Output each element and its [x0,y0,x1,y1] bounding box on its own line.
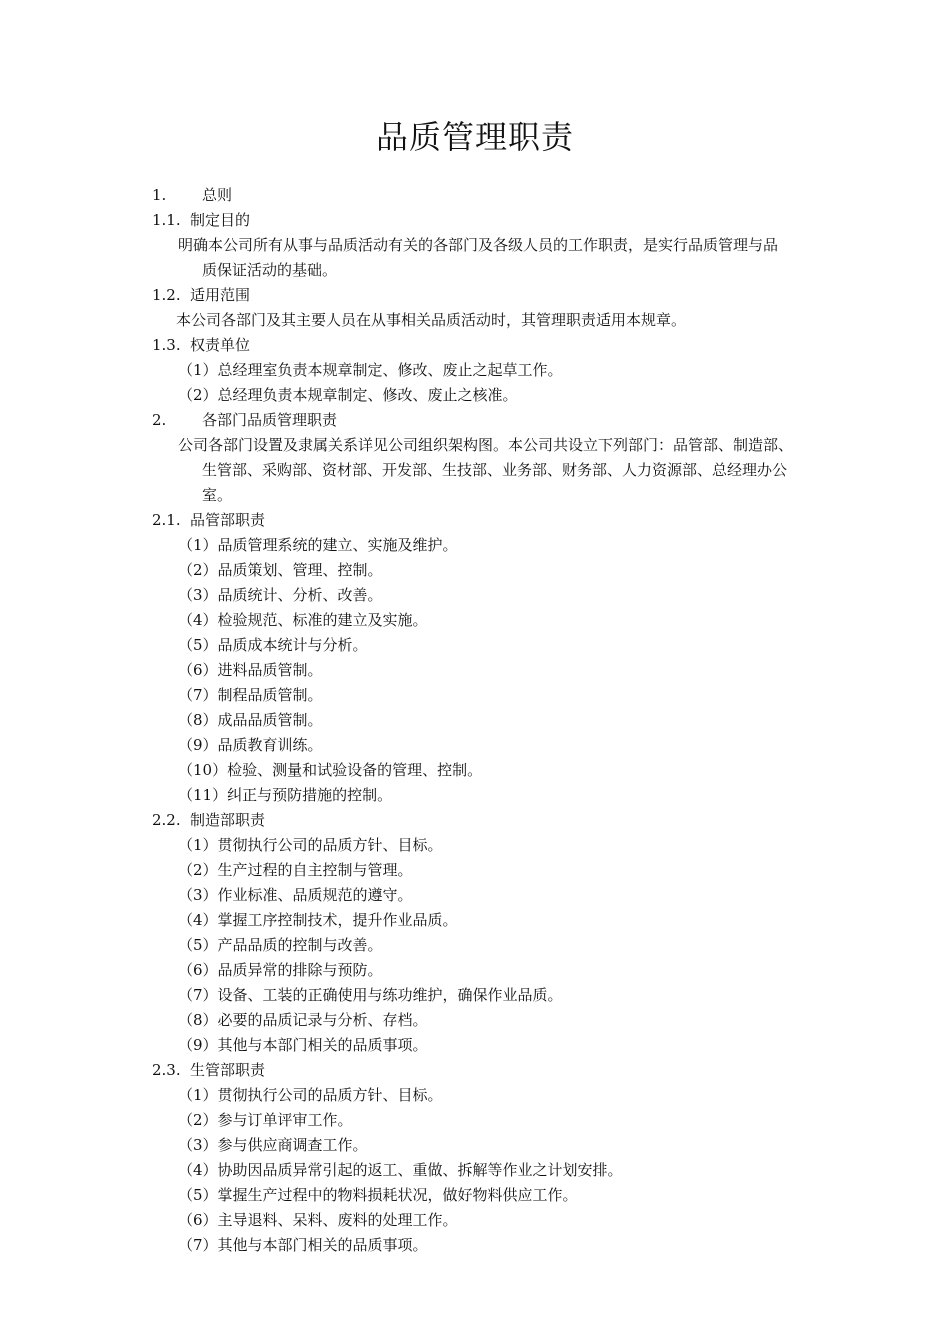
section-title: 制造部职责 [190,811,266,829]
list-item: （9）品质教育训练。 [178,736,323,754]
paragraph-line: 室。 [202,486,233,504]
section-title: 权责单位 [190,336,251,354]
paragraph-line: 本公司各部门及其主要人员在从事相关品质活动时，其管理职责适用本规章。 [176,311,687,329]
list-item: （4）协助因品质异常引起的返工、重做、拆解等作业之计划安排。 [178,1161,623,1179]
list-item: （7）其他与本部门相关的品质事项。 [178,1236,428,1254]
section-2-3-heading [152,1058,265,1083]
section-1-3-heading [152,333,250,358]
section-number: 2.1. [152,511,181,529]
section-number: 2.3. [152,1061,181,1079]
list-item: （5）品质成本统计与分析。 [178,636,368,654]
list-item: （3）作业标准、品质规范的遵守。 [178,886,413,904]
list-item: （1）总经理室负责本规章制定、修改、废止之起草工作。 [178,361,563,379]
paragraph-line: 生管部、采购部、资材部、开发部、生技部、业务部、财务部、人力资源部、总经理办公 [202,461,788,479]
paragraph-line: 公司各部门设置及隶属关系详见公司组织架构图。本公司共设立下列部门：品管部、制造部、 [178,436,794,454]
section-2-1-heading [152,508,265,533]
list-item: （2）总经理负责本规章制定、修改、废止之核准。 [178,386,518,404]
list-item: （7）设备、工装的正确使用与练功维护，确保作业品质。 [178,986,563,1004]
list-item: （9）其他与本部门相关的品质事项。 [178,1036,428,1054]
paragraph-line: 质保证活动的基础。 [202,261,338,279]
list-item: （4）掌握工序控制技术，提升作业品质。 [178,911,458,929]
section-title: 各部门品质管理职责 [202,411,338,429]
section-title: 品管部职责 [190,511,266,529]
section-title: 生管部职责 [190,1061,266,1079]
list-item: （2）生产过程的自主控制与管理。 [178,861,413,879]
section-number: 1.3. [152,336,181,354]
list-item: （5）掌握生产过程中的物料损耗状况，做好物料供应工作。 [178,1186,578,1204]
list-item: （6）进料品质管制。 [178,661,323,679]
section-number: 1. [152,186,167,204]
paragraph-line: 明确本公司所有从事与品质活动有关的各部门及各级人员的工作职责，是实行品质管理与品 [178,236,779,254]
list-item: （8）成品品质管制。 [178,711,323,729]
section-2-heading [152,408,337,433]
list-item: （6）品质异常的排除与预防。 [178,961,383,979]
list-item: （3）参与供应商调查工作。 [178,1136,368,1154]
section-1-heading [152,183,232,208]
section-2-2-heading [152,808,265,833]
list-item: （1）品质管理系统的建立、实施及维护。 [178,536,458,554]
section-number: 1.2. [152,286,181,304]
list-item: （3）品质统计、分析、改善。 [178,586,383,604]
list-item: （1）贯彻执行公司的品质方针、目标。 [178,836,443,854]
section-title: 总则 [202,186,233,204]
list-item: （5）产品品质的控制与改善。 [178,936,383,954]
list-item: （11）纠正与预防措施的控制。 [178,786,393,804]
section-title: 适用范围 [190,286,251,304]
list-item: （6）主导退料、呆料、废料的处理工作。 [178,1211,458,1229]
section-number: 2. [152,411,167,429]
list-item: （2）品质策划、管理、控制。 [178,561,383,579]
list-item: （1）贯彻执行公司的品质方针、目标。 [178,1086,443,1104]
page-title: 品质管理职责 [375,118,574,156]
section-1-2-heading [152,283,250,308]
section-number: 1.1. [152,211,181,229]
section-1-1-heading [152,208,250,233]
section-number: 2.2. [152,811,181,829]
list-item: （4）检验规范、标准的建立及实施。 [178,611,428,629]
list-item: （8）必要的品质记录与分析、存档。 [178,1011,428,1029]
list-item: （10）检验、测量和试验设备的管理、控制。 [178,761,483,779]
section-title: 制定目的 [190,211,251,229]
list-item: （7）制程品质管制。 [178,686,323,704]
list-item: （2）参与订单评审工作。 [178,1111,353,1129]
